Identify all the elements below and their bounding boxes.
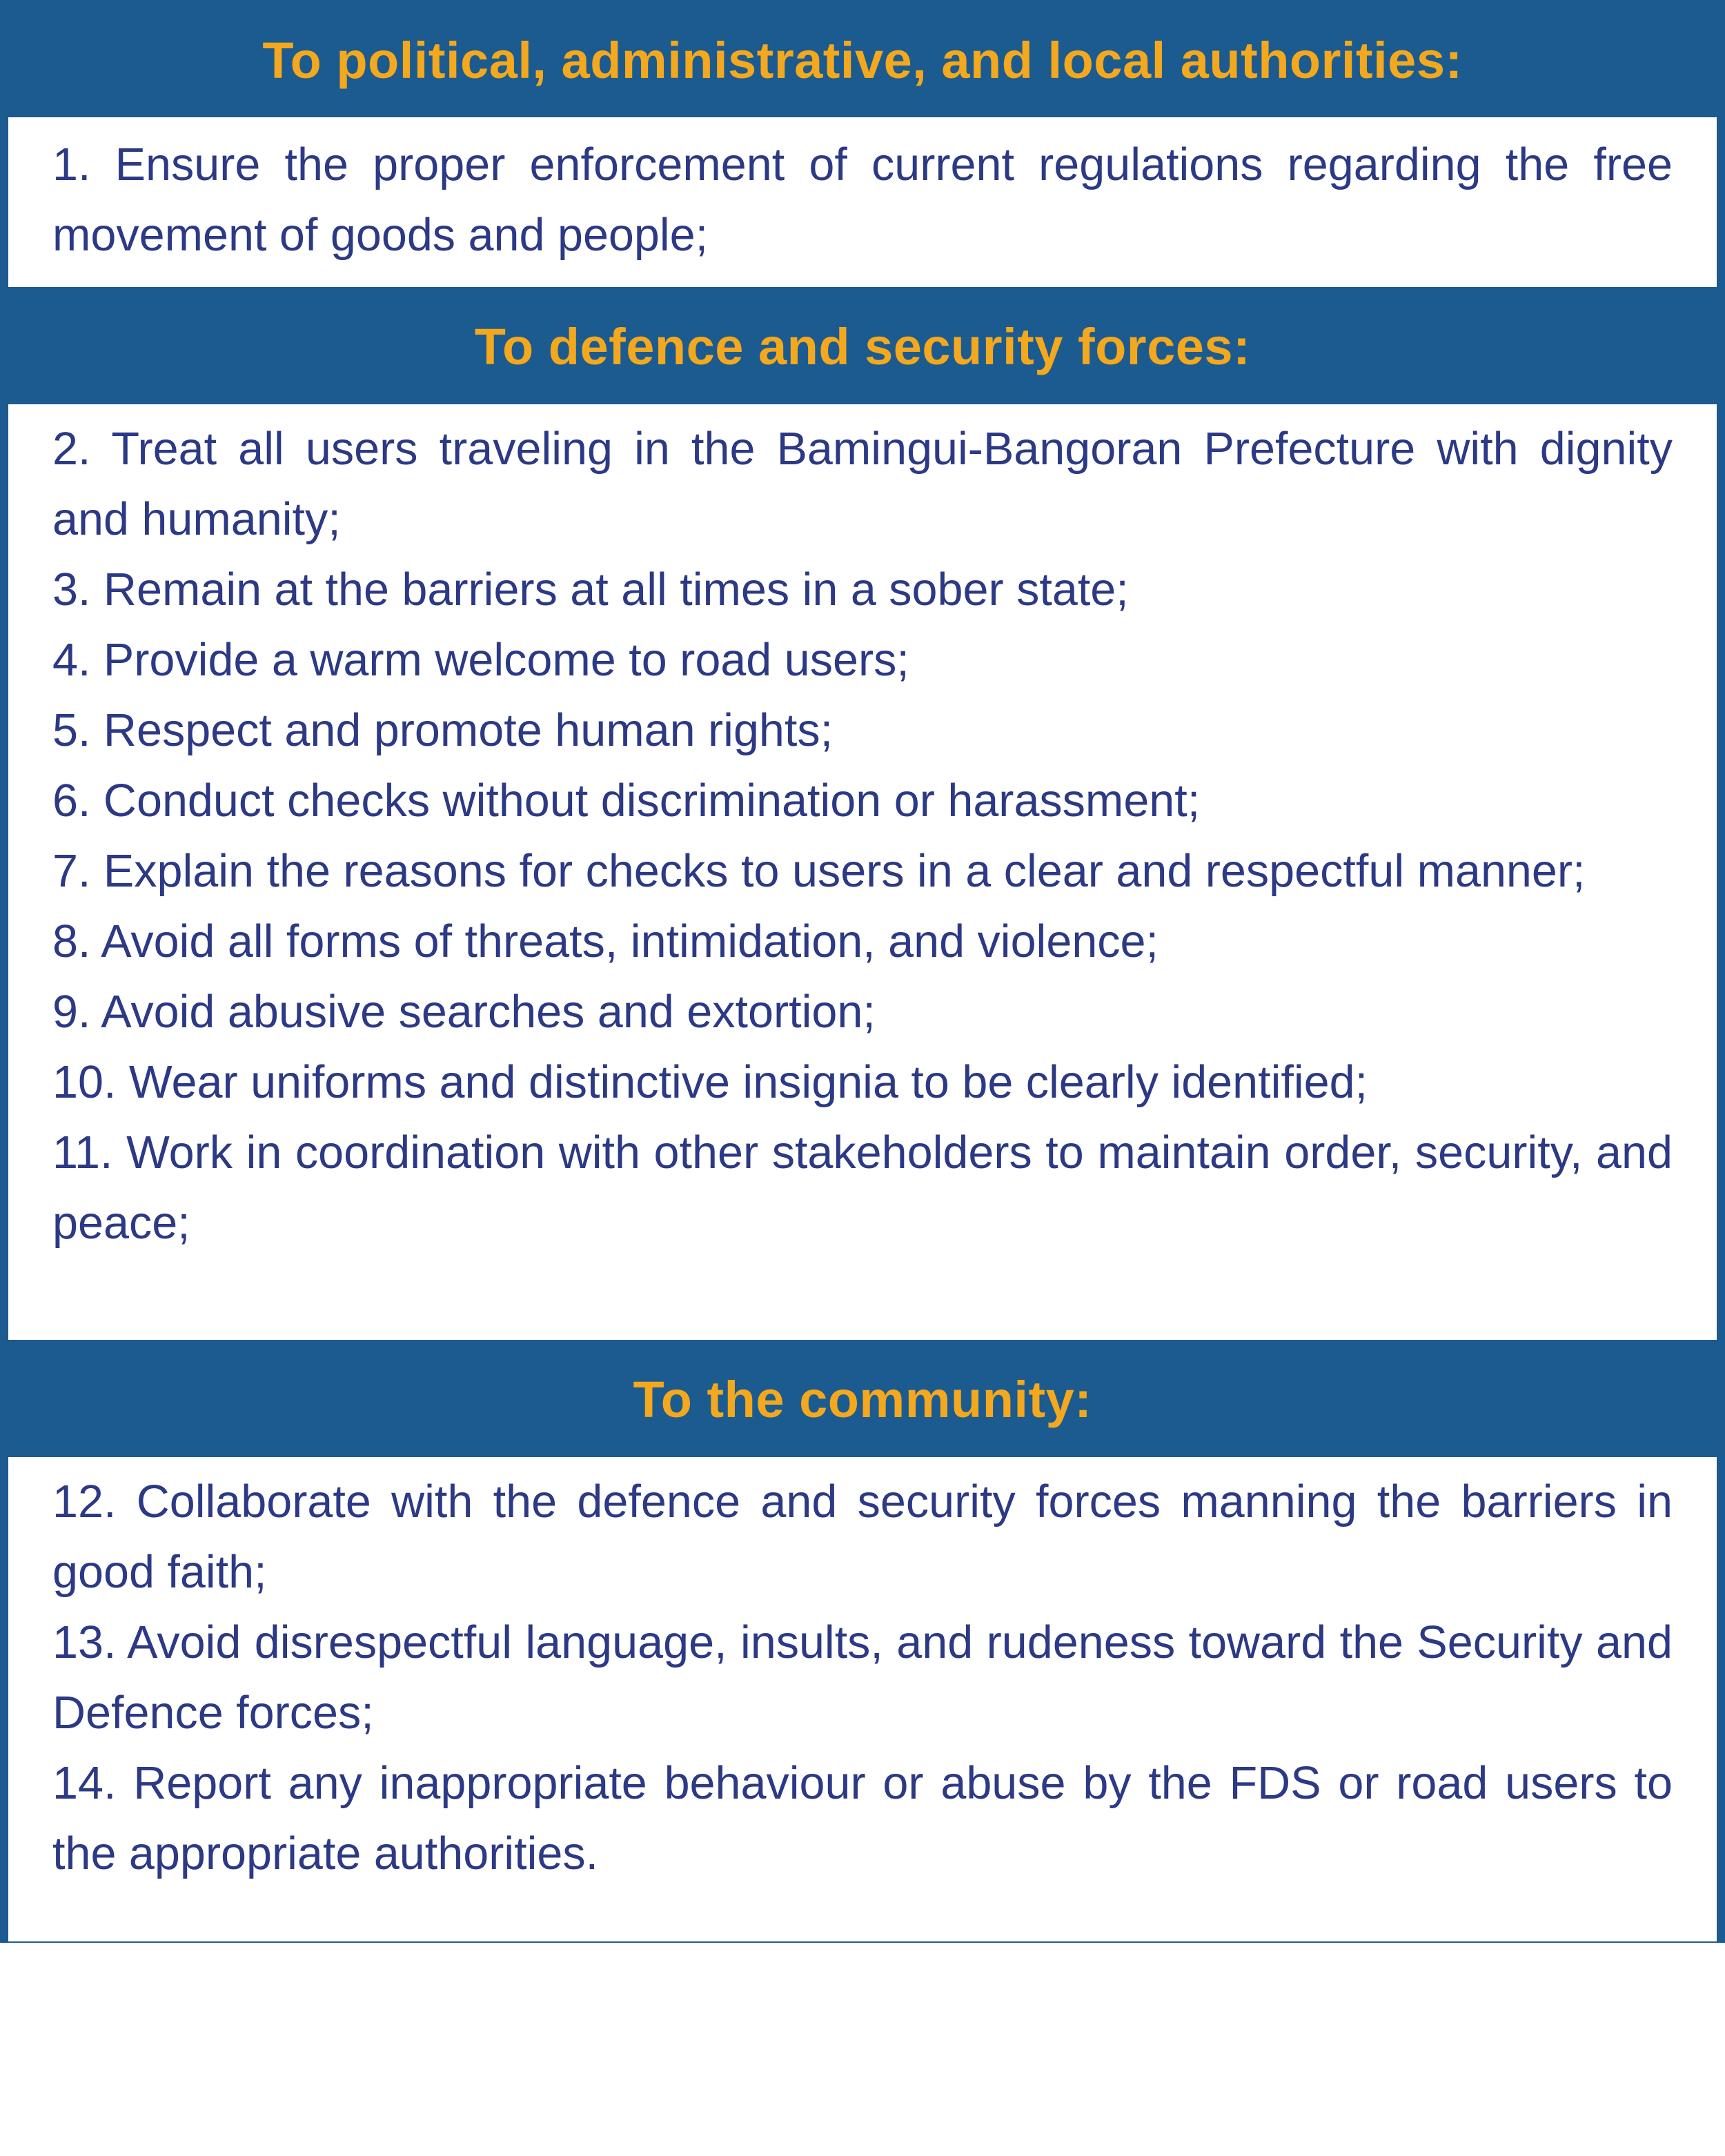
section-title-authorities: To political, administrative, and local authorities:	[262, 31, 1463, 89]
list-item: 3. Remain at the barriers at all times in a sober state;	[52, 564, 1129, 615]
list-item: 7. Explain the reasons for checks to users in a clear and respectful manner;	[52, 846, 1586, 897]
list-item: 4. Provide a warm welcome to road users;	[52, 635, 909, 686]
section-body-community	[8, 1457, 1717, 1941]
section-body-authorities	[8, 117, 1717, 287]
list-item: 13. Avoid disrespectful language, insults, and rudeness toward the Security and Defence forces;	[52, 1617, 1673, 1739]
list-item: 5. Respect and promote human rights;	[52, 705, 834, 756]
list-item: 8. Avoid all forms of threats, intimidation, and violence;	[52, 916, 1159, 967]
list-item: 11. Work in coordination with other stakeholders to maintain order, security, and peace;	[52, 1127, 1673, 1249]
list-item: 10. Wear uniforms and distinctive insignia to be clearly identified;	[52, 1057, 1368, 1108]
list-item: 9. Avoid abusive searches and extortion;	[52, 987, 876, 1038]
list-item: 2. Treat all users traveling in the Bamingui-Bangoran Prefecture with dignity and humanity;	[52, 424, 1673, 545]
section-title-community: To the community:	[633, 1370, 1092, 1428]
list-item: 14. Report any inappropriate behaviour or abuse by the FDS or road users to the appropriate authorities.	[52, 1758, 1673, 1879]
list-item: 6. Conduct checks without discrimination or harassment;	[52, 775, 1201, 827]
section-body-security-forces	[8, 404, 1717, 1340]
section-title-security-forces: To defence and security forces:	[474, 317, 1251, 375]
list-item: 1. Ensure the proper enforcement of current regulations regarding the free movement of goods and people;	[52, 139, 1673, 261]
list-item: 12. Collaborate with the defence and security forces manning the barriers in good faith;	[52, 1476, 1673, 1598]
